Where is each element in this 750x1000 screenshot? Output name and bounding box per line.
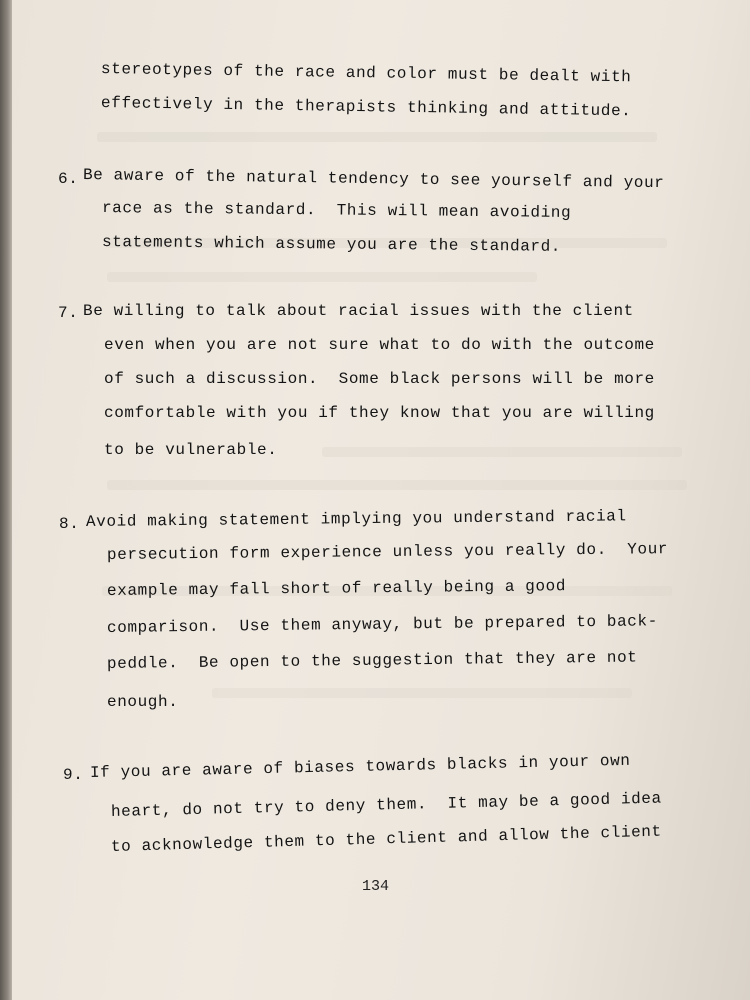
item-line: to acknowledge them to the client and allow the client bbox=[110, 822, 662, 856]
item-line: If you are aware of biases towards blacks in your own bbox=[89, 751, 631, 782]
item-number: 9. bbox=[63, 766, 84, 784]
item-line: to be vulnerable. bbox=[104, 441, 278, 459]
item-line: even when you are not sure what to do with the outcome bbox=[104, 336, 655, 354]
item-line: persecution form experience unless you really do. Your bbox=[106, 540, 669, 564]
item-line: example may fall short of really being a good bbox=[106, 577, 567, 600]
item-line: comfortable with you if they know that you are willing bbox=[104, 404, 655, 422]
page-number: 134 bbox=[362, 878, 390, 895]
item-line: Be willing to talk about racial issues with the client bbox=[83, 302, 634, 320]
intro-line: stereotypes of the race and color must be dealt with bbox=[100, 60, 632, 87]
item-line: enough. bbox=[107, 693, 179, 711]
intro-line: effectively in the therapists thinking and attitude. bbox=[100, 94, 632, 121]
item-line: heart, do not try to deny them. It may be a good idea bbox=[110, 789, 662, 821]
item-line: Be aware of the natural tendency to see yourself and your bbox=[82, 166, 665, 193]
item-line: peddle. Be open to the suggestion that they are not bbox=[106, 648, 638, 673]
item-number: 8. bbox=[59, 515, 80, 533]
item-line: statements which assume you are the standard. bbox=[101, 233, 562, 256]
item-line: of such a discussion. Some black persons will be more bbox=[104, 370, 655, 388]
item-line: race as the standard. This will mean avoiding bbox=[101, 199, 572, 222]
page-spine-shadow bbox=[0, 0, 12, 1000]
item-number: 6. bbox=[58, 170, 79, 188]
document-page bbox=[12, 0, 750, 1000]
item-number: 7. bbox=[58, 304, 79, 322]
item-line: comparison. Use them anyway, but be prepared to back- bbox=[106, 612, 658, 637]
item-line: Avoid making statement implying you understand racial bbox=[85, 507, 627, 531]
